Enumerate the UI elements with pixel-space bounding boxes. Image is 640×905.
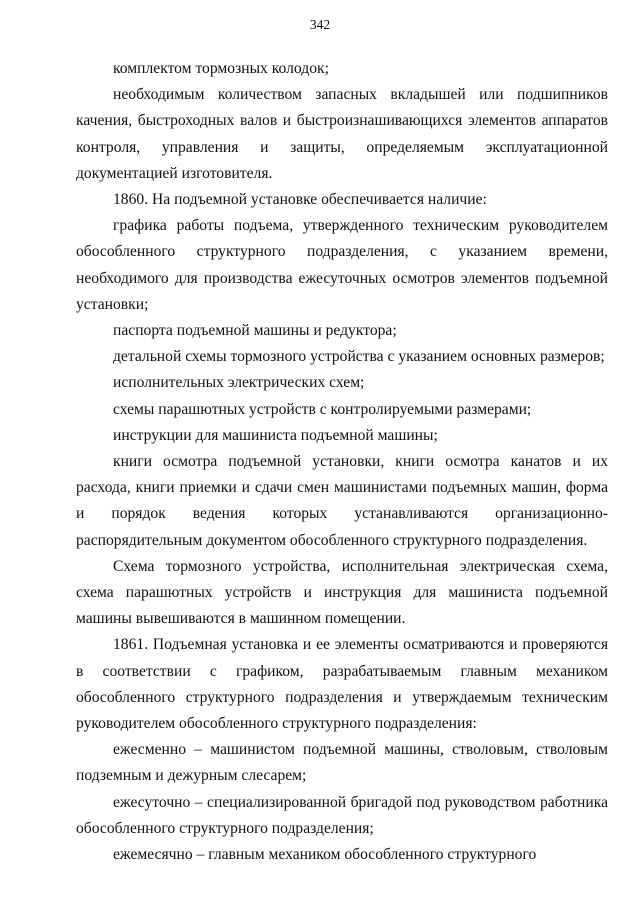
paragraph-spare-parts: необходимым количеством запасных вкладышей или подшипников качения, быстроходных валов и быстроизнашивающихся элементов аппаратов контроля, управления и защиты, определяемым эксплуатационной документацией изготовителя. xyxy=(76,86,608,182)
paragraph-operator-instructions: инструкции для машиниста подъемной машины; xyxy=(113,426,438,444)
paragraph-each-shift: ежесменно – машинистом подъемной машины, стволовым, стволовым подземным и дежурным слесарем; xyxy=(76,741,608,785)
page-number: 342 xyxy=(309,17,331,32)
document-body xyxy=(76,56,608,868)
paragraph-electric-schemes: исполнительных электрических схем; xyxy=(113,374,365,392)
paragraph-brake-scheme: детальной схемы тормозного устройства с указанием основных размеров; xyxy=(113,348,605,366)
paragraph-1861-heading: 1861. Подъемная установка и ее элементы осматриваются и проверяются в соответствии с графиком, разрабатываемым главным механиком обособленного структурного подразделения и утверждаемым техническим руководителем обособленного структурного подразделения: xyxy=(76,636,608,733)
paragraph-monthly: ежемесячно – главным механиком обособленного структурного xyxy=(113,846,537,864)
paragraph-parachute-schemes: схемы парашютных устройств с контролируемыми размерами; xyxy=(113,400,532,418)
paragraph-1860-heading: 1860. На подъемной установке обеспечивается наличие: xyxy=(113,191,487,209)
paragraph-schedule: графика работы подъема, утвержденного техническим руководителем обособленного структурного подразделения, с указанием времени, необходимого для производства ежесуточных осмотров элементов подъемной установки; xyxy=(76,217,608,313)
paragraph-brake-pads: комплектом тормозных колодок; xyxy=(113,60,329,77)
paragraph-daily: ежесуточно – специализированной бригадой под руководством работника обособленного структурного подразделения; xyxy=(76,793,608,837)
paragraph-inspection-books: книги осмотра подъемной установки, книги осмотра канатов и их расхода, книги приемки и сдачи смен машинистами подъемных машин, форма и порядок ведения которых устанавливаются организационно-распорядительным документом обособленного структурного подразделения. xyxy=(76,453,608,549)
paragraph-posting: Схема тормозного устройства, исполнительная электрическая схема, схема парашютных устройств и инструкция для машиниста подъемной машины вывешиваются в машинном помещении. xyxy=(76,557,608,628)
paragraph-passport: паспорта подъемной машины и редуктора; xyxy=(113,322,397,340)
